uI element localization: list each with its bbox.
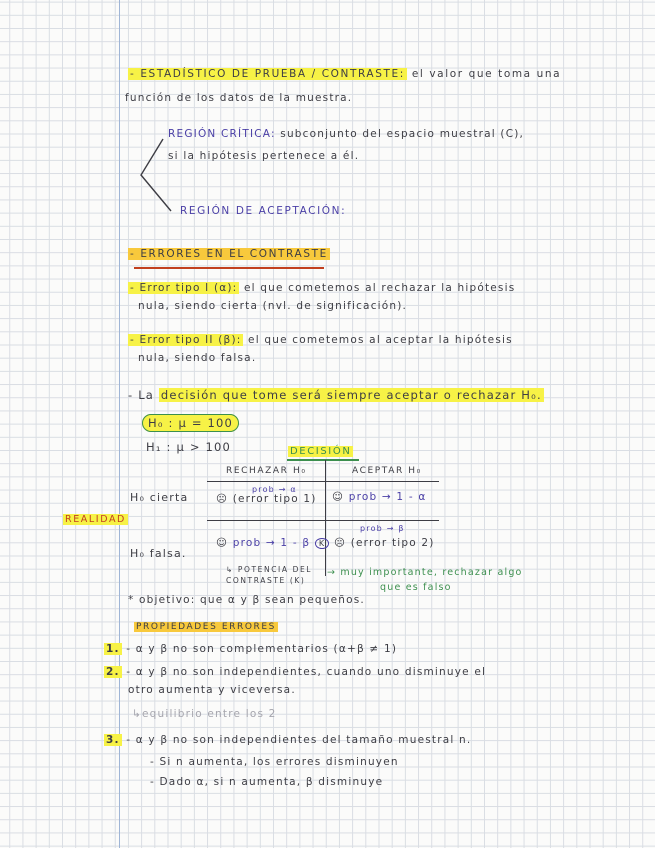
errores-underline bbox=[134, 267, 324, 269]
potencia-label-2: CONTRASTE (K) bbox=[226, 576, 306, 585]
cell-cierta-rechazar-prob: prob → α bbox=[252, 485, 297, 494]
estadistico-rest: el valor que toma una bbox=[411, 68, 562, 80]
prop3-num: 3. bbox=[106, 734, 120, 746]
objetivo-prefix: * objetivo: bbox=[128, 594, 196, 606]
prop2-text: - α y β no son independientes, cuando uno disminuye el bbox=[126, 666, 487, 678]
cell-cierta-rechazar bbox=[216, 493, 317, 505]
col-aceptar: ACEPTAR H₀ bbox=[352, 466, 422, 476]
error2-rest: el que cometemos al aceptar la hipótesis bbox=[248, 334, 513, 346]
happy-face-icon: ☺ bbox=[332, 491, 345, 503]
brace-icon bbox=[133, 135, 173, 215]
row-falsa: H₀ falsa. bbox=[130, 547, 187, 560]
estadistico-line-2: función de los datos de la muestra. bbox=[125, 92, 353, 104]
importante-label-2: que es falso bbox=[380, 582, 452, 593]
decision-highlight: decisión que tome será siempre aceptar o rechazar H₀. bbox=[160, 388, 542, 402]
table-middle-line bbox=[207, 520, 439, 521]
prop2-num: 2. bbox=[106, 666, 120, 678]
region-critica-rest: subconjunto del espacio muestral (C), bbox=[280, 128, 525, 140]
error-tipo-2-text: (error tipo 2) bbox=[350, 537, 435, 549]
cell-falsa-rechazar bbox=[216, 537, 329, 549]
sad-face-icon: ☹ bbox=[334, 537, 347, 549]
prob-1-alpha: prob → 1 - α bbox=[348, 491, 427, 503]
realidad-label: REALIDAD bbox=[65, 514, 126, 525]
margin-line bbox=[119, 0, 120, 848]
error2-line-2: nula, siendo falsa. bbox=[138, 352, 257, 364]
h0-hypothesis: H₀ : μ = 100 bbox=[142, 416, 239, 430]
table-header-line bbox=[207, 481, 439, 482]
error1-rest: el que cometemos al rechazar la hipótesis bbox=[243, 282, 516, 294]
estadistico-line-1 bbox=[128, 68, 561, 80]
prob-1-beta: prob → 1 - β bbox=[232, 537, 311, 549]
errores-title: - ERRORES EN EL CONTRASTE bbox=[130, 248, 328, 260]
potencia-label: ↳ POTENCIA DEL bbox=[226, 565, 313, 574]
estadistico-title: - ESTADÍSTICO DE PRUEBA / CONTRASTE: bbox=[130, 68, 405, 80]
table-vertical-line bbox=[325, 460, 326, 576]
happy-face-icon: ☺ bbox=[216, 537, 229, 549]
objetivo-text: que α y β sean pequeños. bbox=[200, 594, 365, 606]
prop2-line-2: otro aumenta y viceversa. bbox=[128, 684, 296, 696]
h1-hypothesis: H₁ : μ > 100 bbox=[146, 440, 232, 454]
error-tipo-1-text: (error tipo 1) bbox=[232, 493, 317, 505]
region-aceptacion: REGIÓN DE ACEPTACIÓN: bbox=[180, 205, 347, 217]
error1-title: - Error tipo I (α): bbox=[130, 282, 238, 294]
decision-label: DECISIÓN bbox=[290, 446, 352, 457]
prop3-sub-2: - Dado α, si n aumenta, β disminuye bbox=[150, 776, 384, 788]
cell-cierta-aceptar bbox=[332, 491, 426, 503]
error1-line-2: nula, siendo cierta (nvl. de significación). bbox=[138, 300, 408, 312]
error1-line-1 bbox=[128, 282, 515, 294]
prop3 bbox=[104, 734, 471, 746]
error2-line-1 bbox=[128, 334, 513, 346]
region-critica-line-1 bbox=[168, 128, 524, 140]
importante-label: → muy importante, rechazar algo bbox=[327, 567, 523, 578]
prop1-text: - α y β no son complementarios (α+β ≠ 1) bbox=[126, 643, 398, 655]
prop3-sub-1: - Si n aumenta, los errores disminuyen bbox=[150, 756, 399, 768]
col-rechazar: RECHAZAR H₀ bbox=[226, 466, 307, 476]
prop2-grey-note: ↳equilibrio entre los 2 bbox=[132, 708, 277, 720]
propiedades-title: PROPIEDADES ERRORES bbox=[136, 622, 276, 632]
objetivo bbox=[128, 594, 365, 606]
decision-underline bbox=[287, 459, 359, 461]
cell-falsa-aceptar bbox=[334, 537, 435, 549]
prop1 bbox=[104, 643, 397, 655]
error2-title: - Error tipo II (β): bbox=[130, 334, 242, 346]
sad-face-icon: ☹ bbox=[216, 493, 229, 505]
k-circle: K bbox=[315, 538, 329, 549]
decision-sentence bbox=[128, 388, 544, 402]
prop1-num: 1. bbox=[106, 643, 120, 655]
decision-prefix: - La bbox=[128, 388, 155, 402]
prop3-text: - α y β no son independientes del tamaño muestral n. bbox=[126, 734, 472, 746]
region-critica-line-2: si la hipótesis pertenece a él. bbox=[168, 150, 360, 162]
prop2 bbox=[104, 666, 486, 678]
cell-falsa-aceptar-prob: prob → β bbox=[360, 524, 405, 533]
region-critica-title: REGIÓN CRÍTICA: bbox=[168, 128, 276, 140]
row-cierta: H₀ cierta bbox=[130, 491, 189, 504]
